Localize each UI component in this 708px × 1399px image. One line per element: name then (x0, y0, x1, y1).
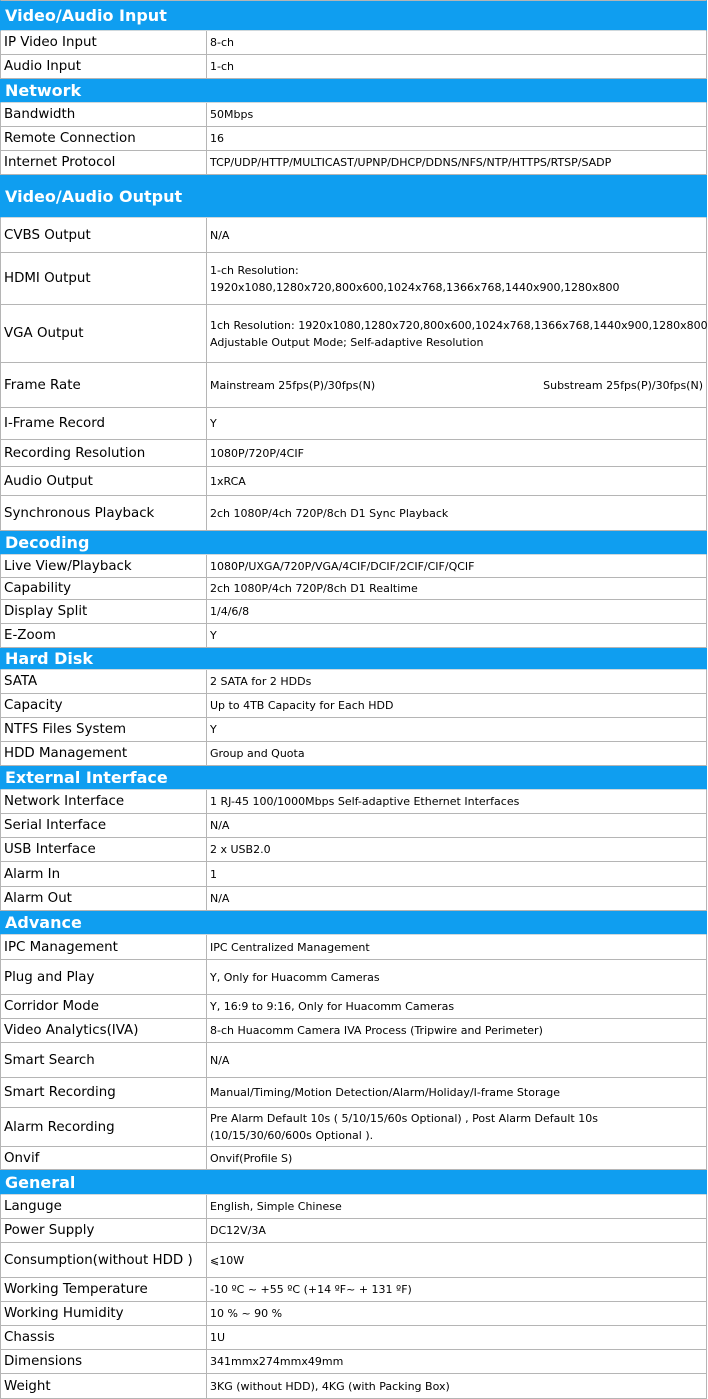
spec-row-working-humidity (0, 1302, 707, 1326)
spec-label: Alarm Recording (1, 1108, 207, 1146)
spec-value (207, 151, 706, 174)
spec-value (207, 218, 706, 252)
spec-value (207, 960, 706, 994)
spec-label: Synchronous Playback (1, 496, 207, 530)
spec-value (207, 887, 706, 910)
spec-value-line: 8-ch (210, 36, 234, 49)
spec-value (207, 1350, 706, 1373)
section-header-video-audio-output (0, 175, 707, 218)
spec-label: IP Video Input (1, 31, 207, 54)
spec-value (207, 1078, 706, 1107)
section-header-general (0, 1170, 707, 1195)
spec-row-remote-connection (0, 127, 707, 151)
spec-row-chassis (0, 1326, 707, 1350)
spec-label: Alarm Out (1, 887, 207, 910)
spec-label: I-Frame Record (1, 408, 207, 439)
spec-row-bandwidth (0, 103, 707, 127)
spec-value-line: Y, Only for Huacomm Cameras (210, 970, 380, 984)
section-title: Video/Audio Output (5, 186, 183, 206)
spec-value-line: 1/4/6/8 (210, 605, 250, 618)
spec-label: Chassis (1, 1326, 207, 1349)
spec-value (207, 103, 706, 126)
spec-label: E-Zoom (1, 624, 207, 647)
spec-value-line: DC12V/3A (210, 1224, 266, 1237)
spec-row-ipc-management (0, 935, 707, 960)
spec-label: Dimensions (1, 1350, 207, 1373)
spec-value-line: N/A (210, 892, 230, 905)
spec-label: Internet Protocol (1, 151, 207, 174)
spec-value (207, 935, 706, 959)
spec-value-line: English, Simple Chinese (210, 1200, 342, 1213)
spec-value-right: Substream 25fps(P)/30fps(N) (543, 378, 703, 392)
spec-row-dimensions (0, 1350, 707, 1374)
spec-value-line: 341mmx274mmx49mm (210, 1355, 344, 1368)
spec-value-line: 1080P/720P/4CIF (210, 446, 304, 460)
spec-label: Frame Rate (1, 363, 207, 407)
spec-value (207, 624, 706, 647)
spec-label: Plug and Play (1, 960, 207, 994)
spec-value-line: Y, 16:9 to 9:16, Only for Huacomm Cameras (210, 1000, 455, 1013)
spec-value-line: Group and Quota (210, 747, 305, 760)
spec-value (207, 1326, 706, 1349)
section-title: General (5, 1172, 76, 1192)
spec-row-corridor-mode (0, 995, 707, 1019)
spec-value-line: ⩽10W (210, 1253, 245, 1267)
section-header-decoding (0, 531, 707, 555)
spec-row-smart-recording (0, 1078, 707, 1108)
spec-value (207, 1147, 706, 1169)
spec-label: Bandwidth (1, 103, 207, 126)
spec-value-line: 10 % ~ 90 % (210, 1307, 283, 1320)
spec-label: Video Analytics(IVA) (1, 1019, 207, 1042)
spec-value (207, 1195, 706, 1218)
spec-value-line: 8-ch Huacomm Camera IVA Process (Tripwire and Perimeter) (210, 1024, 543, 1037)
spec-label: Display Split (1, 600, 207, 623)
spec-value (207, 838, 706, 861)
spec-row-hdd-management (0, 742, 707, 766)
spec-label: Serial Interface (1, 814, 207, 837)
spec-row-recording-resolution (0, 440, 707, 467)
section-title: External Interface (5, 768, 168, 787)
spec-value-line: Y (210, 723, 217, 736)
spec-value (207, 1043, 706, 1077)
section-title: Hard Disk (5, 649, 94, 668)
spec-label: HDMI Output (1, 253, 207, 304)
spec-value-line: -10 ºC ~ +55 ºC (+14 ºF~ + 131 ºF) (210, 1283, 412, 1296)
spec-value-line: N/A (210, 1053, 230, 1067)
spec-value-line: N/A (210, 819, 230, 832)
spec-row-plug-and-play (0, 960, 707, 995)
spec-row-capacity (0, 694, 707, 718)
spec-value-left: Mainstream 25fps(P)/30fps(N) (210, 378, 376, 392)
section-title: Decoding (5, 533, 90, 552)
spec-value-line: 1xRCA (210, 474, 246, 488)
spec-value-line: Adjustable Output Mode; Self-adaptive Resolution (210, 335, 484, 349)
spec-label: Capability (1, 578, 207, 599)
spec-label: SATA (1, 670, 207, 693)
spec-row-smart-search (0, 1043, 707, 1078)
spec-row-audio-output (0, 467, 707, 496)
spec-label: USB Interface (1, 838, 207, 861)
spec-row-onvif (0, 1147, 707, 1170)
spec-value (207, 1374, 706, 1398)
spec-value (207, 578, 706, 599)
spec-label: Working Humidity (1, 1302, 207, 1325)
spec-value-line: Pre Alarm Default 10s ( 5/10/15/60s Optional) , Post Alarm Default 10s (210, 1112, 598, 1125)
spec-value-line: 1ch Resolution: 1920x1080,1280x720,800x600,1024x768,1366x768,1440x900,1280x800 (210, 318, 708, 332)
spec-value (207, 305, 706, 362)
section-header-external-interface (0, 766, 707, 790)
spec-label: Capacity (1, 694, 207, 717)
spec-value-line: 1-ch Resolution: (210, 263, 299, 277)
spec-value (207, 555, 706, 577)
spec-value (207, 742, 706, 765)
spec-row-cvbs-output (0, 218, 707, 253)
spec-row-weight (0, 1374, 707, 1399)
spec-value-line: 1920x1080,1280x720,800x600,1024x768,1366x768,1440x900,1280x800 (210, 280, 620, 294)
spec-value (207, 600, 706, 623)
spec-value (207, 862, 706, 886)
section-header-video-audio-input (0, 0, 707, 31)
spec-value-line: 16 (210, 132, 224, 145)
spec-value (207, 694, 706, 717)
spec-value (207, 670, 706, 693)
spec-row-audio-input (0, 55, 707, 79)
spec-row-synchronous-playback (0, 496, 707, 531)
spec-value (207, 1019, 706, 1042)
spec-row-sata (0, 670, 707, 694)
spec-value-line: 2 SATA for 2 HDDs (210, 675, 312, 688)
spec-row-serial-interface (0, 814, 707, 838)
spec-value-line: 2ch 1080P/4ch 720P/8ch D1 Sync Playback (210, 506, 449, 520)
spec-row-display-split (0, 600, 707, 624)
spec-label: Onvif (1, 1147, 207, 1169)
spec-label: Consumption(without HDD ) (1, 1243, 207, 1277)
spec-row-consumption-without-hdd (0, 1243, 707, 1278)
spec-value-line: 50Mbps (210, 108, 254, 121)
section-title: Advance (5, 913, 82, 932)
spec-label: Smart Recording (1, 1078, 207, 1107)
spec-row-e-zoom (0, 624, 707, 648)
spec-label: Alarm In (1, 862, 207, 886)
spec-label: Smart Search (1, 1043, 207, 1077)
spec-value-line: 1U (210, 1331, 226, 1344)
spec-label: Corridor Mode (1, 995, 207, 1018)
spec-value-line: IPC Centralized Management (210, 940, 370, 954)
spec-value (207, 790, 706, 813)
section-header-hard-disk (0, 648, 707, 670)
spec-row-alarm-out (0, 887, 707, 911)
spec-value-line: Up to 4TB Capacity for Each HDD (210, 699, 394, 712)
spec-row-usb-interface (0, 838, 707, 862)
spec-label: CVBS Output (1, 218, 207, 252)
spec-value (207, 31, 706, 54)
spec-row-ntfs-files-system (0, 718, 707, 742)
spec-row-network-interface (0, 790, 707, 814)
spec-value (207, 1302, 706, 1325)
spec-value (207, 127, 706, 150)
spec-row-power-supply (0, 1219, 707, 1243)
spec-row-frame-rate (0, 363, 707, 408)
section-title: Video/Audio Input (5, 6, 167, 25)
spec-value (207, 814, 706, 837)
spec-value (207, 408, 706, 439)
spec-value (207, 1219, 706, 1242)
spec-row-video-analytics-iva (0, 1019, 707, 1043)
spec-value-line: 3KG (without HDD), 4KG (with Packing Box) (210, 1379, 450, 1393)
spec-value-line: Manual/Timing/Motion Detection/Alarm/Holiday/I-frame Storage (210, 1086, 560, 1099)
spec-value-line: 2 x USB2.0 (210, 843, 271, 856)
spec-row-live-view-playback (0, 555, 707, 578)
spec-row-capability (0, 578, 707, 600)
spec-label: Weight (1, 1374, 207, 1398)
section-title: Network (5, 81, 82, 100)
spec-value-line: Y (210, 629, 217, 642)
spec-value (207, 995, 706, 1018)
spec-value-line: TCP/UDP/HTTP/MULTICAST/UPNP/DHCP/DDNS/NFS/NTP/HTTPS/RTSP/SADP (210, 156, 612, 169)
spec-label: HDD Management (1, 742, 207, 765)
spec-value-line: N/A (210, 228, 230, 242)
spec-value (207, 496, 706, 530)
section-header-network (0, 79, 707, 103)
spec-value-line: 1 (210, 867, 217, 881)
spec-row-internet-protocol (0, 151, 707, 175)
spec-label: Recording Resolution (1, 440, 207, 466)
spec-row-languge (0, 1195, 707, 1219)
section-header-advance (0, 911, 707, 935)
spec-value-line: Y (210, 417, 217, 430)
spec-label: Live View/Playback (1, 555, 207, 577)
spec-value (207, 1278, 706, 1301)
spec-value (207, 253, 706, 304)
spec-row-working-temperature (0, 1278, 707, 1302)
spec-value (207, 55, 706, 78)
spec-value (207, 363, 706, 407)
spec-label: Audio Output (1, 467, 207, 495)
spec-row-ip-video-input (0, 31, 707, 55)
spec-value (207, 467, 706, 495)
spec-value-line: 1-ch (210, 60, 234, 73)
spec-row-alarm-in (0, 862, 707, 887)
spec-label: Languge (1, 1195, 207, 1218)
spec-value (207, 718, 706, 741)
spec-label: VGA Output (1, 305, 207, 362)
spec-label: NTFS Files System (1, 718, 207, 741)
spec-value (207, 1108, 706, 1146)
spec-row-hdmi-output (0, 253, 707, 305)
spec-label: IPC Management (1, 935, 207, 959)
spec-label: Remote Connection (1, 127, 207, 150)
spec-row-i-frame-record (0, 408, 707, 440)
spec-value (207, 440, 706, 466)
spec-value-line: Onvif(Profile S) (210, 1151, 293, 1165)
spec-row-vga-output (0, 305, 707, 363)
spec-value (207, 1243, 706, 1277)
spec-value-line: 1 RJ-45 100/1000Mbps Self-adaptive Ethernet Interfaces (210, 795, 520, 808)
spec-value-line: 1080P/UXGA/720P/VGA/4CIF/DCIF/2CIF/CIF/QCIF (210, 559, 475, 573)
spec-row-alarm-recording (0, 1108, 707, 1147)
spec-value-line: (10/15/30/60/600s Optional ). (210, 1129, 374, 1142)
spec-label: Audio Input (1, 55, 207, 78)
spec-value-line: 2ch 1080P/4ch 720P/8ch D1 Realtime (210, 582, 418, 595)
spec-label: Power Supply (1, 1219, 207, 1242)
spec-label: Network Interface (1, 790, 207, 813)
spec-label: Working Temperature (1, 1278, 207, 1301)
